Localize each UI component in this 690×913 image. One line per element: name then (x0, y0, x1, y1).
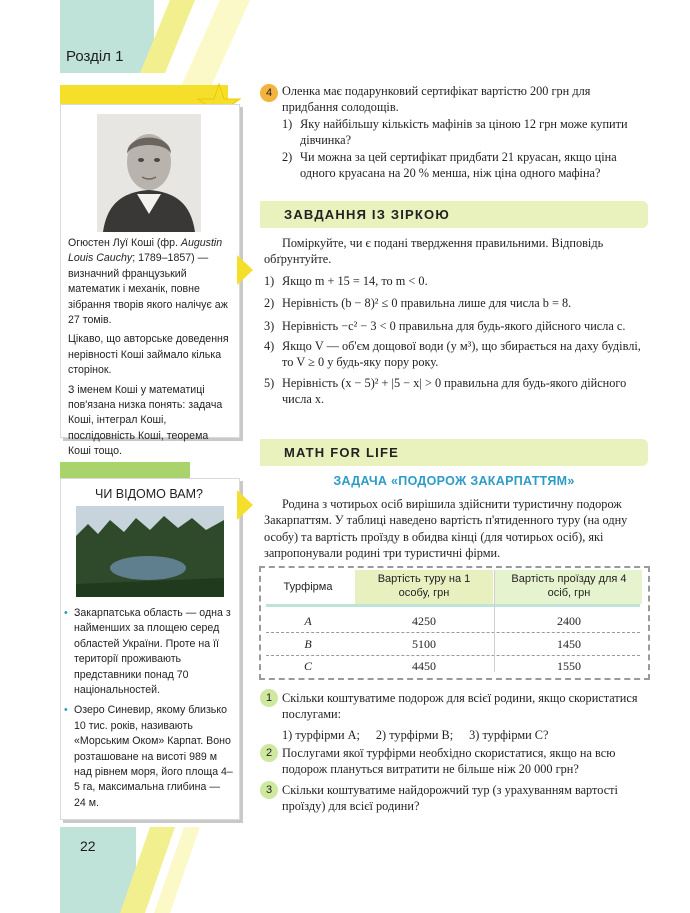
fact-item-1 (64, 606, 234, 698)
star-item-1 (264, 273, 648, 289)
bio-latin: Augustin Louis Cauchy (68, 237, 223, 265)
cauchy-bio-p2: Цікаво, що авторське доведення нерівності Коші займало кілька сторінок. (68, 333, 229, 377)
section-title: Розділ 1 (66, 48, 124, 65)
table-header-travel: Вартість проїзду для 4 осіб, грн (511, 573, 627, 599)
table-row-1-travel: 2400 (557, 614, 581, 628)
table-col-divider (494, 570, 495, 672)
question-number-badge: 1 (260, 689, 278, 707)
task-number-badge: 4 (260, 84, 278, 102)
star-item-1-text: Якщо m + 15 = 14, то m < 0. (282, 273, 428, 288)
star-section-title: ЗАВДАННЯ ІЗ ЗІРКОЮ (284, 207, 450, 222)
table-header-tour: Вартість туру на 1 особу, грн (377, 573, 471, 599)
bio-name: Огюстен Луї Коші (фр. (68, 237, 181, 249)
star-item-4-num: 4) (264, 339, 275, 354)
star-item-3-num: 3) (264, 318, 275, 333)
cauchy-portrait (97, 114, 201, 232)
task4-q1-num: 1) (282, 116, 293, 131)
fact-item-2 (64, 703, 234, 811)
mfl-section-title: MATH FOR LIFE (284, 445, 400, 460)
star-item-3 (264, 318, 648, 334)
question-number-badge: 3 (260, 781, 278, 799)
table-row-3-firm: C (303, 659, 312, 673)
task4-q2 (282, 149, 647, 182)
cauchy-bio-p1 (68, 236, 232, 328)
mfl-q1-option-3: 3) турфірми C? (469, 727, 549, 742)
mfl-q3: Скільки коштуватиме найдорожчий тур (з урахуванням вартості проїзду) для всієї родини? (282, 783, 618, 814)
table-row-2-travel: 1450 (557, 637, 581, 651)
table-row-1-firm: A (304, 614, 312, 628)
fact-text-2: Озеро Синевир, якому близько 10 тис. років, називають «Морським Оком» Карпат. Воно розташоване на висоті 989 м над рівнем моря, його площа 4–5 га, максимальна глибина — 24 м. (74, 704, 233, 809)
star-item-5-num: 5) (264, 375, 275, 390)
star-item-5 (264, 375, 648, 408)
task4-q2-num: 2) (282, 149, 293, 164)
star-item-2 (264, 295, 648, 311)
table-row-3-travel: 1550 (557, 659, 581, 673)
mfl-intro-text: Родина з чотирьох осіб вирішила здійснити туристичну подорож Закарпаттям. У таблиці наведено вартість п'ятиденного туру (на одну особу) та вартість проїзду в обидва кінці (для чотирьох осіб), які запропонували родині три туристичні фірми. (264, 497, 628, 561)
task4 (282, 83, 647, 181)
table-header-firm: Турфірма (283, 581, 333, 593)
task4-text: Оленка має подарунковий сертифікат вартістю 200 грн для придбання солодощів. (282, 84, 591, 115)
table-row-2-firm: B (304, 637, 312, 651)
table-row-3-tour: 4450 (412, 659, 436, 673)
table-header-rule (266, 604, 640, 607)
star-section (264, 235, 648, 408)
bullet-icon: • (64, 704, 68, 717)
star-item-2-num: 2) (264, 296, 275, 311)
bio-rest: ; 1789–1857) — визначний французький математик і механік, повне зібрання творів якого налічує аж 27 томів. (68, 252, 228, 327)
star-section-header (260, 201, 648, 228)
mfl-q1-option-2: 2) турфірми B; (375, 727, 454, 742)
mfl-q1-option-1: 1) турфірми A; (282, 727, 360, 742)
mfl-section-header (260, 439, 648, 466)
star-item-4 (264, 338, 648, 371)
mfl-q1-text: Скільки коштуватиме подорож для всієї родини, якщо скористатися послугами: (282, 691, 638, 722)
table-row-2-tour: 5100 (412, 637, 436, 651)
stripe-yellow (140, 0, 195, 73)
cauchy-bio-p3: З іменем Коші у математиці пов'язана низка понять: задача Коші, інтеграл Коші, послідовність Коші, теорема Коші тощо. (68, 383, 223, 458)
mfl-subheading: ЗАДАЧА «ПОДОРОЖ ЗАКАРПАТТЯМ» (333, 474, 575, 488)
task4-q1 (282, 116, 647, 149)
task4-q2-text: Чи можна за цей сертифікат придбати 21 круасан, якщо ціна одного круасана на 20 % менша, ніж ціна одного мафіна? (300, 149, 617, 181)
task4-q1-text: Яку найбільшу кількість мафінів за ціною 12 грн може купити дівчинка? (300, 116, 628, 148)
mfl-q1 (282, 690, 647, 743)
question-number-badge: 2 (260, 744, 278, 762)
mfl-q1-options (282, 727, 647, 743)
footer-stripes (120, 827, 200, 913)
star-item-5-text: Нерівність (x − 5)² + |5 − x| > 0 правильна для будь-якого дійсного числа x. (282, 375, 627, 407)
didyouknow-title: ЧИ ВІДОМО ВАМ? (94, 487, 204, 501)
card-pointer (237, 255, 255, 285)
lake-photo (76, 506, 224, 597)
star-intro: Поміркуйте, чи є подані твердження правильними. Відповідь обґрунтуйте. (264, 236, 604, 267)
mfl-intro (264, 496, 648, 562)
star-item-1-num: 1) (264, 273, 275, 288)
table-row-1-tour: 4250 (412, 614, 436, 628)
card-pointer-2 (237, 490, 255, 520)
table-row-divider (266, 632, 640, 633)
star-item-4-text: Якщо V — об'єм дощової води (у м³), що збирається на даху будівлі, то V ≥ 0 у будь-яку пору року. (282, 339, 641, 370)
didyouknow-list (64, 606, 234, 811)
page-number: 22 (80, 838, 96, 854)
cauchy-bio (68, 236, 232, 464)
fact-text-1: Закарпатська область — одна з найменших за площею серед областей України. Проте на її території проживають представники понад 70 національностей. (74, 607, 231, 697)
star-item-3-text: Нерівність −c² − 3 < 0 правильна для будь-якого дійсного числа c. (282, 318, 626, 333)
table-row-divider (266, 655, 640, 656)
bullet-icon: • (64, 607, 68, 619)
mfl-q2: Послугами якої турфірми необхідно скористатися, якщо на всю подорож плануться витратити не більше ніж 20 000 грн? (282, 746, 616, 777)
star-item-2-text: Нерівність (b − 8)² ≤ 0 правильна лише для числа b = 8. (282, 296, 572, 311)
